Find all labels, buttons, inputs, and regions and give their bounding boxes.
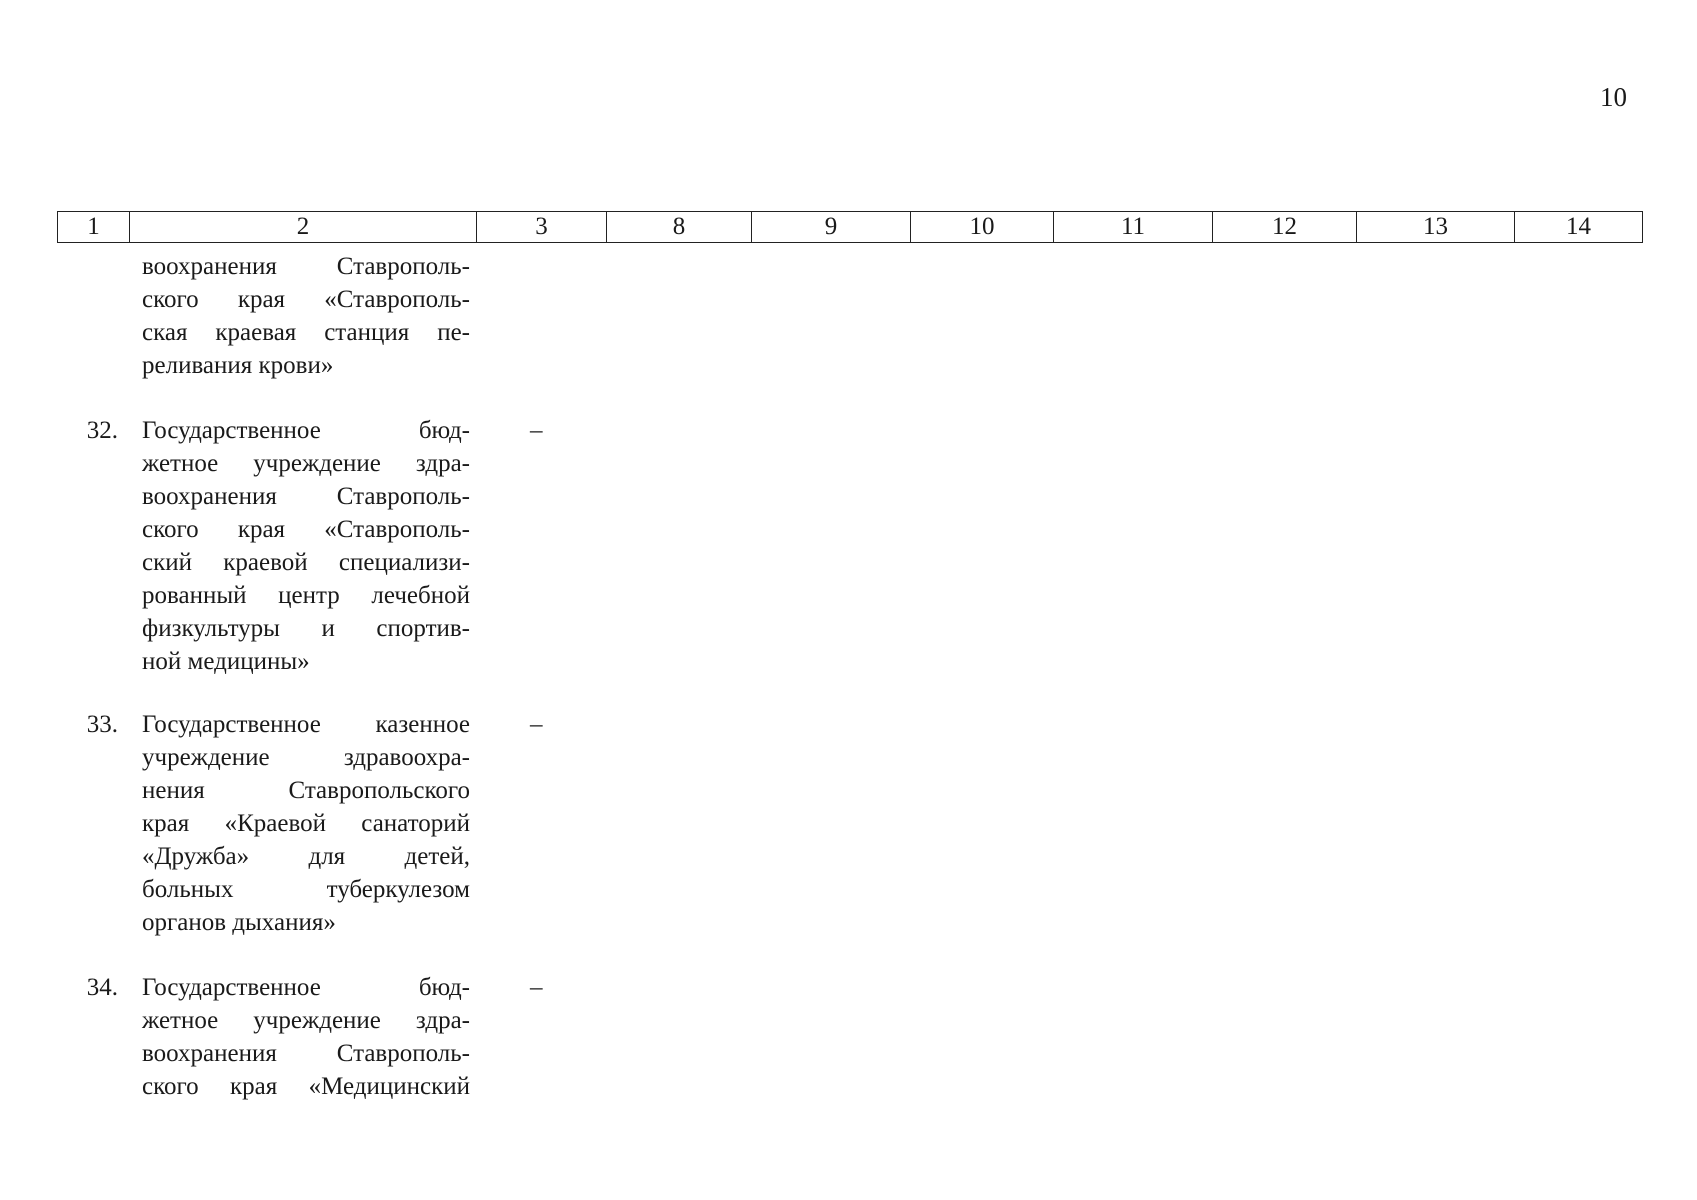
entry-line: учреждение здравоохра- <box>142 744 470 771</box>
entry-line: ной медицины» <box>142 648 310 675</box>
entry-name <box>142 250 470 382</box>
entry-line: «Дружба» для детей, <box>142 843 470 870</box>
entry-line: Государственное бюд- <box>142 417 470 444</box>
entry-line: ского края «Медицинский <box>142 1073 470 1100</box>
header-cell-11: 11 <box>1054 212 1213 243</box>
header-cell-1: 1 <box>58 212 130 243</box>
entry-number: 34. <box>86 974 118 1001</box>
entry-name <box>142 708 470 939</box>
col3-value: – <box>530 417 543 444</box>
entry-line: ская краевая станция пе- <box>142 319 470 346</box>
entry-line: ского края «Ставрополь- <box>142 516 470 543</box>
entry-line: воохранения Ставрополь- <box>142 1040 470 1067</box>
entry-line: больных туберкулезом <box>142 876 470 903</box>
entry-line: ского края «Ставрополь- <box>142 286 470 313</box>
entry-line: реливания крови» <box>142 352 334 379</box>
header-cell-9: 9 <box>752 212 911 243</box>
entry-line: Государственное бюд- <box>142 974 470 1001</box>
entry-line: ский краевой специализи- <box>142 549 470 576</box>
header-row <box>58 212 1643 243</box>
page-number: 10 <box>1600 82 1627 112</box>
header-cell-10: 10 <box>911 212 1054 243</box>
header-cell-2: 2 <box>130 212 477 243</box>
entry-line: воохранения Ставрополь- <box>142 483 470 510</box>
entry-number: 32. <box>86 417 118 444</box>
entry-name <box>142 414 470 678</box>
entry-number: 33. <box>86 711 118 738</box>
column-number-header <box>57 211 1643 243</box>
header-cell-14: 14 <box>1515 212 1643 243</box>
entry-name <box>142 971 470 1103</box>
entry-line: края «Краевой санаторий <box>142 810 470 837</box>
col3-value: – <box>530 974 543 1001</box>
entry-line: жетное учреждение здра- <box>142 1007 470 1034</box>
col3-value: – <box>530 711 543 738</box>
header-cell-3: 3 <box>477 212 607 243</box>
entry-line: рованный центр лечебной <box>142 582 470 609</box>
header-cell-13: 13 <box>1357 212 1515 243</box>
entry-line: органов дыхания» <box>142 909 336 936</box>
entry-line: Государственное казенное <box>142 711 470 738</box>
entry-line: физкультуры и спортив- <box>142 615 470 642</box>
entry-line: жетное учреждение здра- <box>142 450 470 477</box>
entry-line: нения Ставропольского <box>142 777 470 804</box>
entry-line: воохранения Ставрополь- <box>142 253 470 280</box>
header-cell-8: 8 <box>607 212 752 243</box>
header-cell-12: 12 <box>1213 212 1357 243</box>
